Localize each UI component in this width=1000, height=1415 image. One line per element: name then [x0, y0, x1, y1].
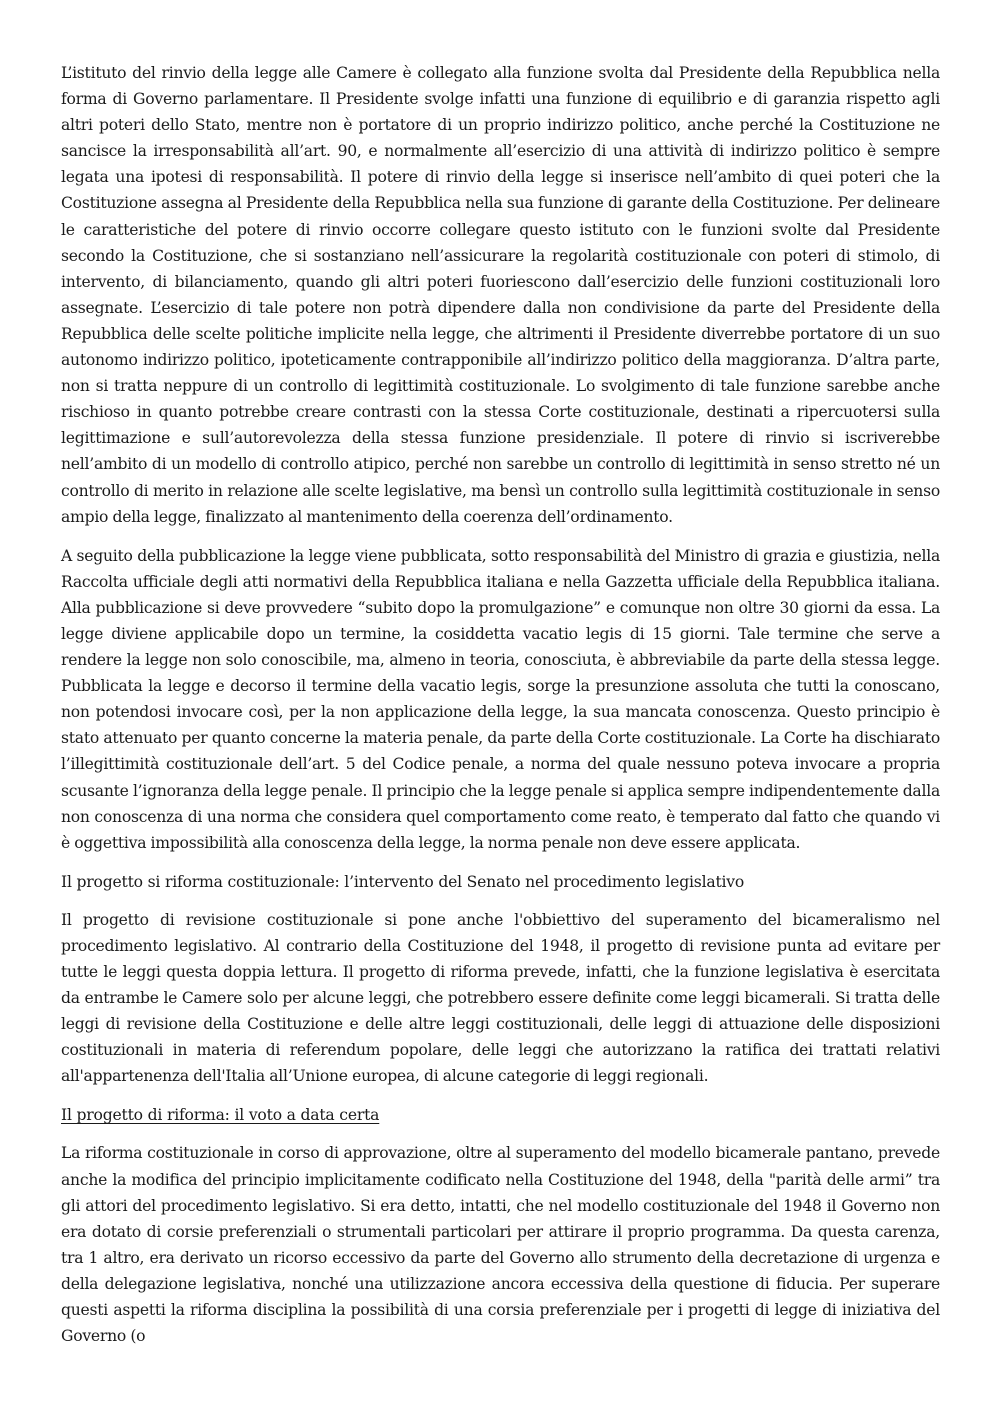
- paragraph-rinvio-legge: L’istituto del rinvio della legge alle Camere è collegato alla funzione svolta dal Presidente della Repubblica nella forma di Governo parlamentare. Il Presidente svolge infatti una funzione di equilibrio e di garanzia rispetto agli altri poteri dello Stato, mentre non è portatore di un proprio indirizzo politico, anche perché la Costituzione ne sancisce la irresponsabilità all’art. 90, e normalmente all’esercizio di una attività di indirizzo politico è sempre legata una ipotesi di responsabilità. Il potere di rinvio della legge si inserisce nell’ambito di quei poteri che la Costituzione assegna al Presidente della Repubblica nella sua funzione di garante della Costituzione. Per delineare le caratteristiche del potere di rinvio occorre collegare questo istituto con le funzioni svolte dal Presidente secondo la Costituzione, che si sostanziano nell’assicurare la regolarità costituzionale con poteri di stimolo, di intervento, di bilanciamento, quando gli altri poteri fuoriescono dall’esercizio delle funzioni costituzionali loro assegnate. L’esercizio di tale potere non potrà dipendere dalla non condivisione da parte del Presidente della Repubblica delle scelte politiche implicite nella legge, che altrimenti il Presidente diverrebbe portatore di un suo autonomo indirizzo politico, ipoteticamente contrapponibile all’indirizzo politico della maggioranza. D’altra parte, non si tratta neppure di un controllo di legittimità costituzionale. Lo svolgimento di tale funzione sarebbe anche rischioso in quanto potrebbe creare contrasti con la stessa Corte costituzionale, destinati a ripercuotersi sulla legittimazione e sull’autorevolezza della stessa funzione presidenziale. Il potere di rinvio si iscriverebbe nell’ambito di un modello di controllo atipico, perché non sarebbe un controllo di legittimità in senso stretto né un controllo di merito in relazione alle scelte legislative, ma bensì un controllo sulla legittimità costituzionale in senso ampio della legge, finalizzato al mantenimento della coerenza dell’ordinamento.: [61, 64, 940, 526]
- document-page: [61, 60, 940, 1349]
- section-heading-senato: Il progetto si riforma costituzionale: l’intervento del Senato nel procedimento legislativo: [61, 872, 745, 891]
- section-heading-voto-data-certa: Il progetto di riforma: il voto a data certa: [61, 1106, 380, 1125]
- paragraph-pubblicazione-legge: A seguito della pubblicazione la legge viene pubblicata, sotto responsabilità del Ministro di grazia e giustizia, nella Raccolta ufficiale degli atti normativi della Repubblica italiana e nella Gazzetta ufficiale della Repubblica italiana. Alla pubblicazione si deve provvedere “subito dopo la promulgazione” e comunque non oltre 30 giorni da essa. La legge diviene applicabile dopo un termine, la cosiddetta vacatio legis di 15 giorni. Tale termine che serve a rendere la legge non solo conoscibile, ma, almeno in teoria, conosciuta, è abbreviabile da parte della stessa legge. Pubblicata la legge e decorso il termine della vacatio legis, sorge la presunzione assoluta che tutti la conoscano, non potendosi invocare così, per la non applicazione della legge, la sua mancata conoscenza. Questo principio è stato attenuato per quanto concerne la materia penale, da parte della Corte costituzionale. La Corte ha dischiarato l’illegittimità costituzionale dell’art. 5 del Codice penale, a norma del quale nessuno poteva invocare a propria scusante l’ignoranza della legge penale. Il principio che la legge penale si applica sempre indipendentemente dalla non conoscenza di una norma che considera quel comportamento come reato, è temperato dal fatto che quando vi è oggettiva impossibilità alla conoscenza della legge, la norma penale non deve essere applicata.: [61, 546, 940, 852]
- paragraph-revisione-costituzionale: Il progetto di revisione costituzionale si pone anche l'obbiettivo del superamento del bicameralismo nel procedimento legislativo. Al contrario della Costituzione del 1948, il progetto di revisione punta ad evitare per tutte le leggi questa doppia lettura. Il progetto di riforma prevede, infatti, che la funzione legislativa è esercitata da entrambe le Camere solo per alcune leggi, che potrebbero essere definite come leggi bicamerali. Si tratta delle leggi di revisione della Costituzione e delle altre leggi costituzionali, delle leggi di attuazione delle disposizioni costituzionali in materia di referendum popolare, delle leggi che autorizzano la ratifica dei trattati relativi all'appartenenza dell'Italia all’Unione europea, di alcune categorie di leggi regionali.: [61, 910, 940, 1086]
- paragraph-riforma-costituzionale: La riforma costituzionale in corso di approvazione, oltre al superamento del modello bicamerale pantano, prevede anche la modifica del principio implicitamente codificato nella Costituzione del 1948, della "parità delle armi” tra gli attori del procedimento legislativo. Si era detto, intatti, che nel modello costituzionale del 1948 il Governo non era dotato di corsie preferenziali o strumentali particolari per attirare il proprio programma. Da questa carenza, tra 1 altro, era derivato un ricorso eccessivo da parte del Governo allo strumento della decretazione di urgenza e della delegazione legislativa, nonché una utilizzazione ancora eccessiva della questione di fiducia. Per superare questi aspetti la riforma disciplina la possibilità di una corsia preferenziale per i progetti di legge di iniziativa del Governo (o: [61, 1144, 940, 1346]
